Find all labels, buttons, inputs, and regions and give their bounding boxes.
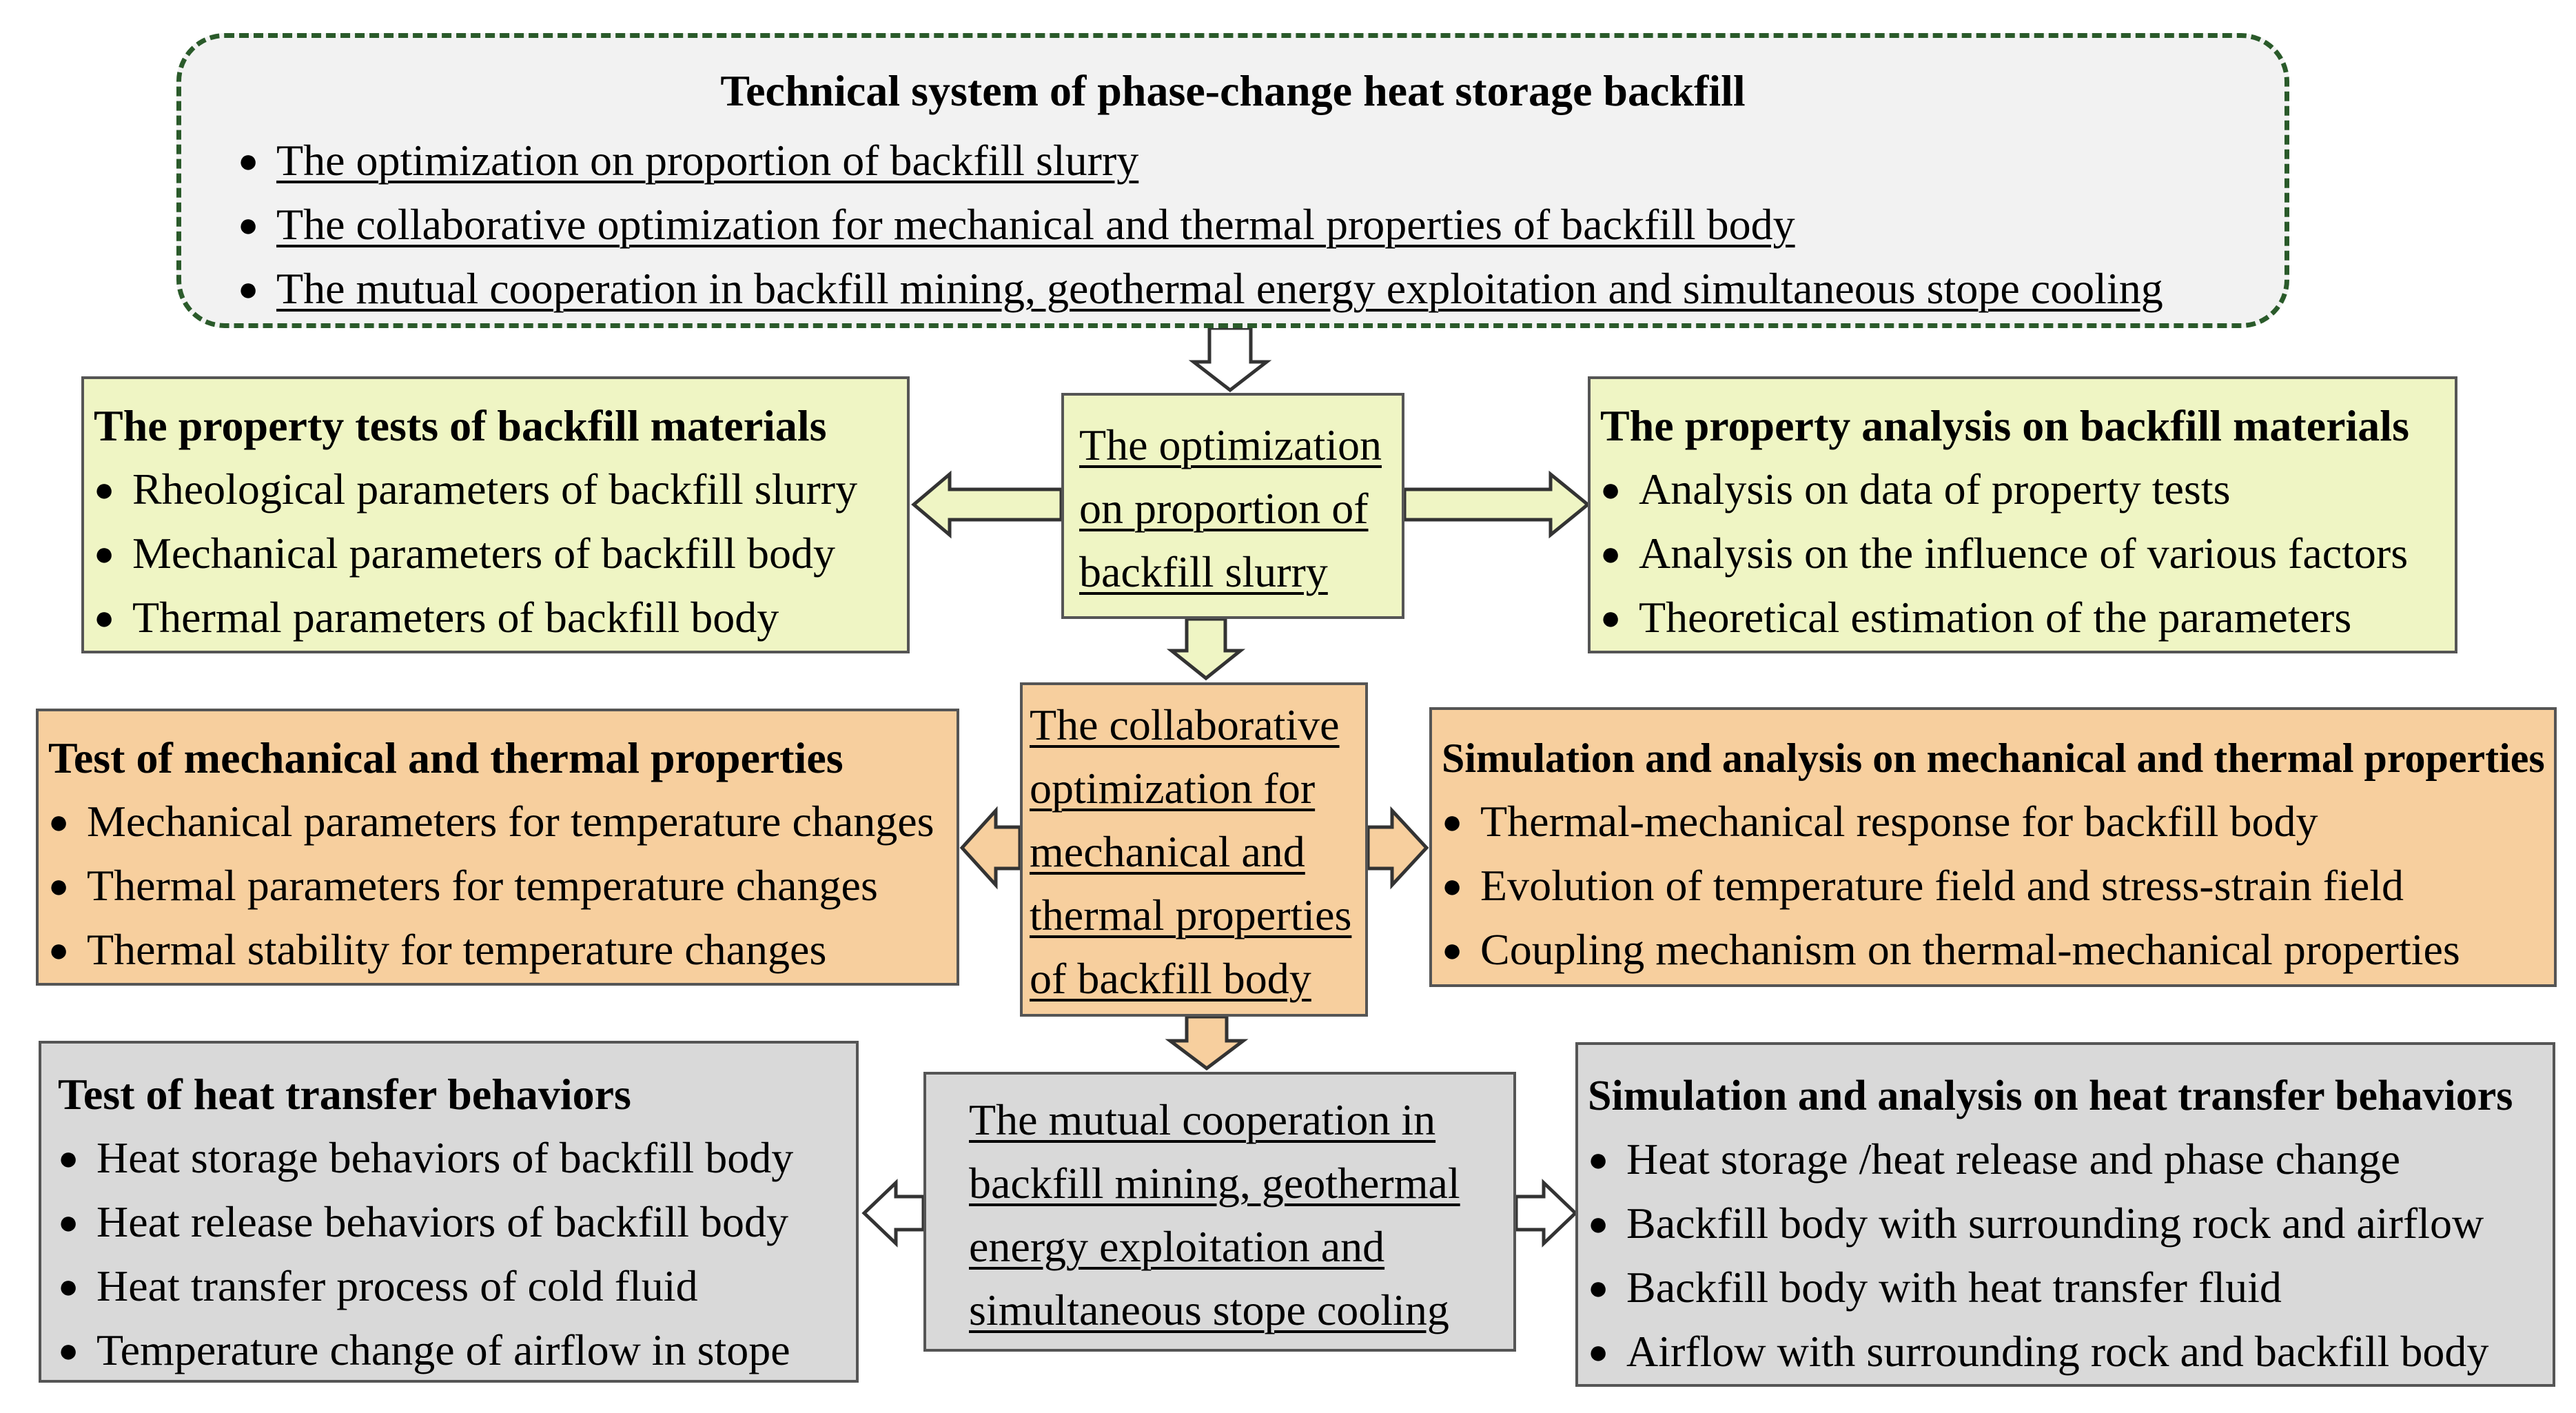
row2-center-line: of backfill body	[1030, 954, 1311, 1003]
arrow-row2-left	[962, 811, 1020, 885]
row1-left-item: ● Rheological parameters of backfill slurry	[94, 458, 857, 522]
row2-right-title: Simulation and analysis on mechanical and thermal properties	[1442, 735, 2545, 781]
row2-right-item: ● Coupling mechanism on thermal-mechanical properties	[1442, 918, 2545, 982]
row3-right-item: ● Airflow with surrounding rock and backfill body	[1588, 1320, 2513, 1384]
row2-center-line: mechanical and	[1030, 827, 1305, 876]
row2-center-line: thermal properties	[1030, 891, 1352, 939]
row1-right-item: ● Analysis on data of property tests	[1600, 458, 2409, 522]
row2-left-item: ● Thermal stability for temperature changes	[48, 918, 934, 982]
arrow-row2-right	[1368, 811, 1427, 885]
row3-right-box	[1575, 1042, 2555, 1387]
row1-right-item: ● Analysis on the influence of various factors	[1600, 522, 2409, 586]
arrow-row1-down	[1172, 619, 1240, 678]
arrow-row3-right	[1516, 1183, 1575, 1243]
row3-right-item: ● Backfill body with heat transfer fluid	[1588, 1256, 2513, 1320]
row1-left-item: ● Mechanical parameters of backfill body	[94, 522, 857, 586]
row1-center-line: on proportion of	[1079, 484, 1369, 533]
row3-center-line: simultaneous stope cooling	[969, 1285, 1449, 1334]
row2-right-box	[1429, 707, 2557, 987]
top-item-text: The collaborative optimization for mechanical and thermal properties of backfill body	[276, 200, 1795, 250]
row3-center-line: The mutual cooperation in	[969, 1095, 1436, 1144]
row3-left-title: Test of heat transfer behaviors	[58, 1070, 631, 1119]
arrow-top-down	[1194, 328, 1267, 390]
top-item-text: The mutual cooperation in backfill mining, geothermal energy exploitation and simultaneous stope cooling	[276, 264, 2163, 314]
arrow-row2-down	[1170, 1017, 1243, 1068]
row1-center-box	[1061, 393, 1404, 619]
row2-right-item: ● Evolution of temperature field and stress-strain field	[1442, 854, 2545, 918]
arrow-row3-left	[864, 1183, 923, 1243]
row1-center-line: backfill slurry	[1079, 547, 1328, 596]
arrow-row1-left	[914, 474, 1061, 535]
row2-center-box	[1020, 682, 1368, 1017]
row1-right-box	[1588, 376, 2457, 653]
row3-right-item: ● Heat storage /heat release and phase change	[1588, 1128, 2513, 1192]
arrow-row1-right	[1404, 474, 1588, 535]
row1-right-item: ● Theoretical estimation of the parameters	[1600, 586, 2409, 650]
row2-left-box	[36, 709, 959, 986]
row1-left-box	[81, 376, 910, 653]
row3-left-item: ● Heat transfer process of cold fluid	[58, 1254, 793, 1319]
row1-left-title: The property tests of backfill materials	[94, 401, 827, 450]
row2-left-item: ● Mechanical parameters for temperature changes	[48, 790, 934, 854]
row1-right-title: The property analysis on backfill materials	[1600, 401, 2409, 450]
row3-center-box	[923, 1072, 1516, 1352]
row3-center-line: backfill mining, geothermal	[969, 1159, 1460, 1208]
row2-center-line: optimization for	[1030, 764, 1316, 813]
row3-left-box	[39, 1041, 859, 1383]
top-summary-box	[176, 33, 2289, 328]
row2-right-item: ● Thermal-mechanical response for backfill body	[1442, 790, 2545, 854]
row3-left-item: ● Heat storage behaviors of backfill body	[58, 1126, 793, 1190]
top-item-list	[238, 129, 2163, 321]
row3-left-item: ● Temperature change of airflow in stope	[58, 1319, 793, 1383]
top-title: Technical system of phase-change heat storage backfill	[720, 66, 1746, 115]
row3-center-line: energy exploitation and	[969, 1222, 1385, 1271]
row3-right-title: Simulation and analysis on heat transfer behaviors	[1588, 1073, 2513, 1119]
top-item	[238, 129, 2163, 193]
top-item	[238, 257, 2163, 321]
top-item-text: The optimization on proportion of backfill slurry	[276, 136, 1139, 185]
row3-right-item: ● Backfill body with surrounding rock and airflow	[1588, 1192, 2513, 1256]
row1-center-line: The optimization	[1079, 420, 1382, 469]
row3-left-item: ● Heat release behaviors of backfill body	[58, 1190, 793, 1254]
row2-left-item: ● Thermal parameters for temperature changes	[48, 854, 934, 918]
row2-left-title: Test of mechanical and thermal properties	[48, 733, 844, 782]
top-item	[238, 193, 2163, 257]
row2-center-line: The collaborative	[1030, 700, 1340, 749]
row1-left-item: ● Thermal parameters of backfill body	[94, 586, 857, 650]
